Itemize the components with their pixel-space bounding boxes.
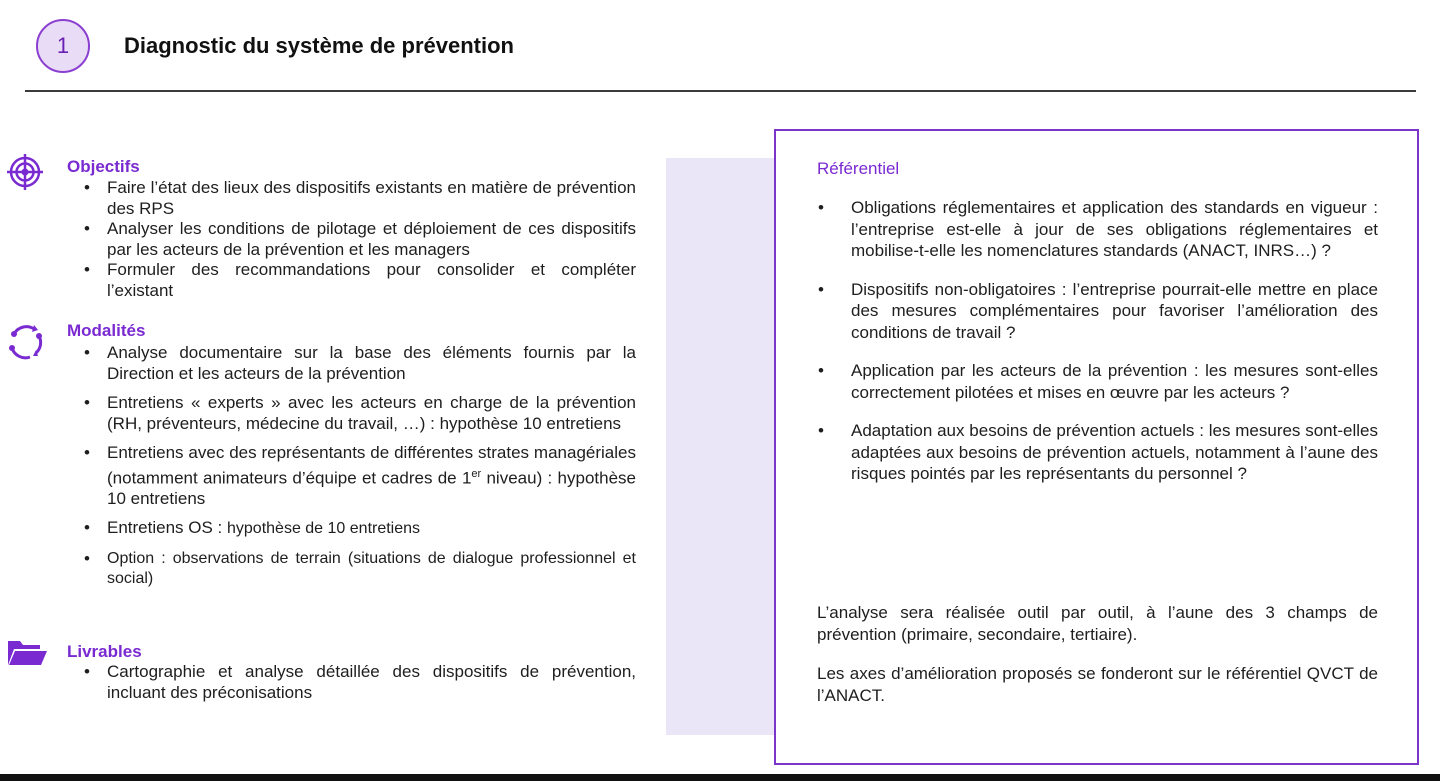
objectifs-list [80,178,636,301]
superscript: er [471,467,482,480]
list-item: • Obligations réglementaires et application des standards en vigueur : l’entreprise est-elle à jour de ses obligations réglementaires et mobilise-t-elle les nomenclatures standards (ANACT, INRS…) ? [816,197,1378,262]
list-item: • Dispositifs non-obligatoires : l’entreprise pourrait-elle mettre en place des mesures complémentaires pour favoriser l’amélioration des conditions de travail ? [816,279,1378,344]
step-number: 1 [56,33,70,58]
list-item [80,518,636,540]
list-item: • Analyser les conditions de pilotage et déploiement de ces dispositifs par les acteurs de la prévention et les managers [80,219,636,260]
bottom-edge-bar [0,774,1440,781]
livrables-title: Livrables [67,642,142,661]
referentiel-paragraph: Les axes d’amélioration proposés se fonderont sur le référentiel QVCT de l’ANACT. [817,664,1378,705]
step-number-badge [36,19,90,73]
list-item: • Formuler des recommandations pour consolider et compléter l’existant [80,260,636,301]
list-item: • Entretiens « experts » avec les acteurs en charge de la prévention (RH, préventeurs, médecine du travail, …) : hypothèse 10 entretiens [80,393,636,434]
list-item-text: 1 [461,468,472,488]
list-item: • Application par les acteurs de la prévention : les mesures sont-elles correctement pilotées et mises en œuvre par les acteurs ? [816,360,1378,403]
target-icon [6,152,46,197]
objectifs-title: Objectifs [67,157,140,176]
referentiel-title: Référentiel [817,159,900,178]
list-item-text: niveau) : hypothèse 10 entretiens [107,468,636,508]
folder-icon [6,637,48,672]
livrables-list [80,662,636,703]
header-divider [25,90,1416,92]
list-item: • Analyse documentaire sur la base des éléments fournis par la Direction et les acteurs de la prévention [80,343,636,384]
modalites-list [80,343,636,590]
list-item-text: hypothèse de 10 entretiens [227,520,421,538]
modalites-title: Modalités [67,321,146,340]
cycle-icon [6,322,46,367]
list-item-text: Entretiens OS : [107,518,227,538]
list-item: • Adaptation aux besoins de prévention actuels : les mesures sont-elles adaptées aux besoins de prévention actuels, notamment à l’aune des risques pointés par les représentants du personnel ? [816,420,1378,485]
decorative-band [666,158,776,735]
list-item-text: Entretiens avec des représentants de différentes strates managériales (notamment animateurs d’équipe et cadres de [107,443,636,488]
page-title: Diagnostic du système de prévention [124,33,514,58]
list-item: • Faire l’état des lieux des dispositifs existants en matière de prévention des RPS [80,178,636,219]
referentiel-paragraph: L’analyse sera réalisée outil par outil, à l’aune des 3 champs de prévention (primaire, secondaire, tertiaire). [817,603,1378,644]
list-item: • Cartographie et analyse détaillée des dispositifs de prévention, incluant des préconisations [80,662,636,703]
referentiel-list [816,197,1378,502]
list-item: • Option : observations de terrain (situations de dialogue professionnel et social) [80,549,636,590]
referentiel-panel [774,129,1419,765]
list-item [80,443,636,509]
